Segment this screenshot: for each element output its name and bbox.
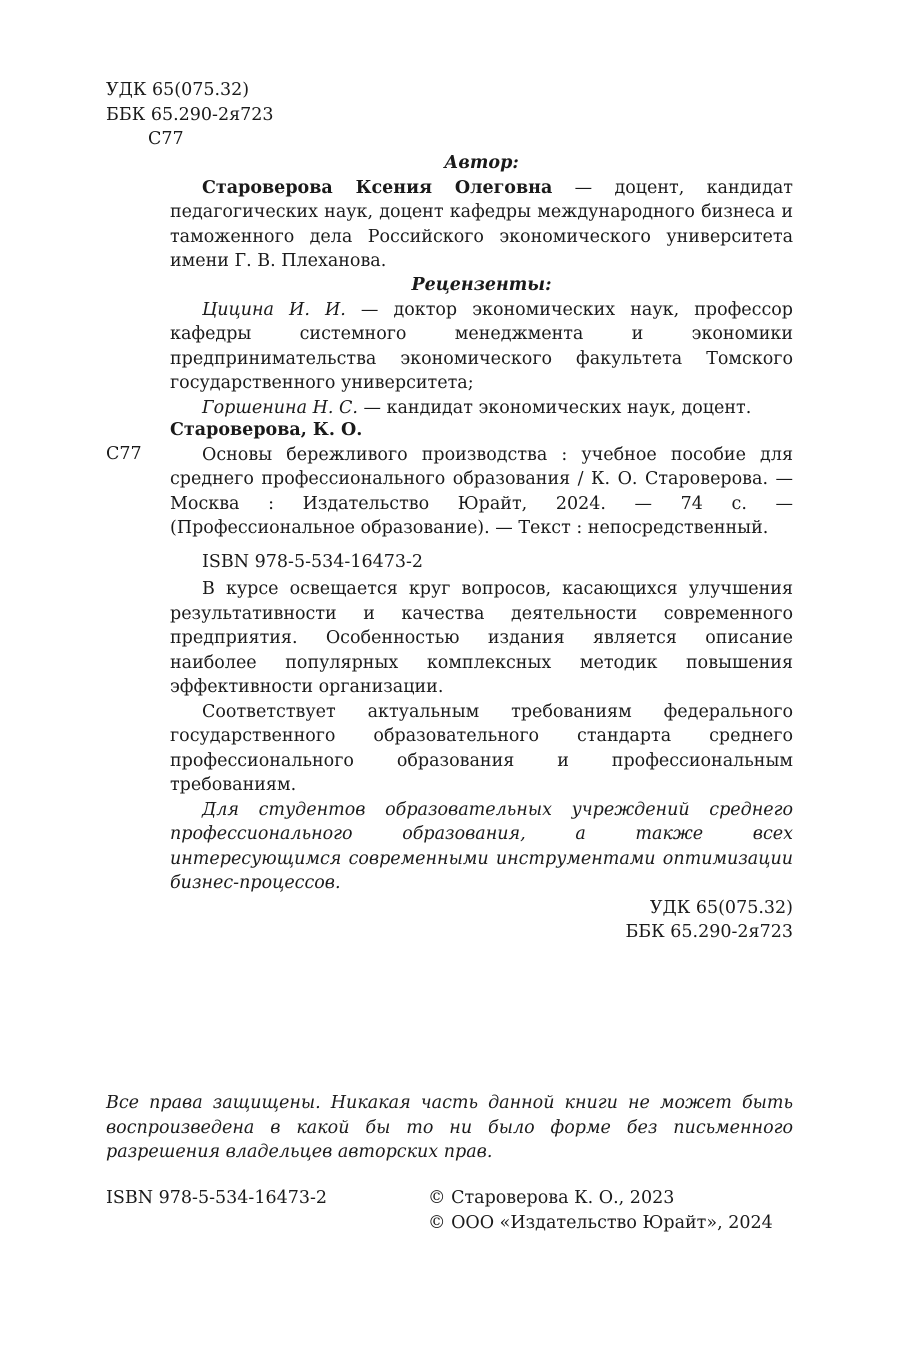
copyright-author: © Староверова К. О., 2023 bbox=[428, 1188, 675, 1208]
copyright-publisher: © ООО «Издательство Юрайт», 2024 bbox=[428, 1212, 773, 1233]
reviewer-2-name: Горшенина Н. С. bbox=[202, 397, 358, 418]
bibliographic-record bbox=[170, 418, 793, 574]
reviewer-2-description: — кандидат экономических наук, доцент. bbox=[357, 397, 752, 418]
reviewer-2 bbox=[170, 396, 793, 421]
udk-top: УДК 65(075.32) bbox=[106, 80, 250, 100]
annotation-audience: Для студентов образовательных учреждений среднего профессионального образования, а также всех интересующимся современными инструментами оптимизации бизнес-процессов. bbox=[170, 799, 793, 893]
author-heading: Автор: bbox=[444, 153, 519, 173]
author-name: Староверова Ксения Олеговна bbox=[202, 177, 553, 198]
reviewers-section bbox=[170, 273, 793, 420]
rights-notice: Все права защищены. Никакая часть данной книги не может быть воспроизведена в какой бы то ни было форме без письменного разрешения владельцев авторских прав. bbox=[106, 1093, 793, 1162]
footer-isbn: ISBN 978-5-534-16473-2 bbox=[106, 1188, 328, 1208]
annotation bbox=[170, 577, 793, 945]
udk-bottom: УДК 65(075.32) bbox=[649, 897, 793, 918]
bib-code: С77 bbox=[106, 444, 142, 464]
bbk-top: ББК 65.290-2я723 bbox=[106, 104, 274, 125]
reviewer-1 bbox=[170, 298, 793, 396]
bbk-bottom: ББК 65.290-2я723 bbox=[625, 922, 793, 942]
bib-description: Основы бережливого производства : учебное пособие для среднего профессионального образования / К. О. Староверова. — Москва : Издательство Юрайт, 2024. — 74 с. — (Профессиональное образование). — Текст : непосредственный. bbox=[170, 444, 793, 538]
author-description-line1: — доцент, кандидат bbox=[552, 177, 793, 198]
annotation-paragraph-2: Соответствует актуальным требованиям федерального государственного образовательного стандарта среднего профессионального образования и профессиональным требованиям. bbox=[170, 701, 793, 795]
author-description: педагогических наук, доцент кафедры международного бизнеса и таможенного дела Российского экономического университета имени Г. В. Плеханова. bbox=[170, 202, 793, 271]
reviewers-heading: Рецензенты: bbox=[411, 275, 552, 295]
bib-author-heading: Староверова, К. О. bbox=[170, 420, 363, 440]
annotation-paragraph-1: В курсе освещается круг вопросов, касающихся улучшения результативности и качества деятельности современного предприятия. Особенностью издания является описание наиболее популярных комплексных методик повышения эффективности организации. bbox=[170, 579, 793, 697]
copyright-block bbox=[428, 1186, 773, 1235]
reviewer-1-name: Цицина И. И. bbox=[202, 299, 346, 320]
author-paragraph bbox=[170, 176, 793, 274]
author-code-top: С77 bbox=[148, 129, 184, 149]
bib-isbn: ISBN 978-5-534-16473-2 bbox=[202, 551, 424, 572]
classification-block bbox=[106, 78, 274, 152]
reviewer-1-description: — доктор экономических наук, профессор кафедры системного менеджмента и экономики предпринимательства экономического факультета Томского государственного университета; bbox=[170, 299, 794, 393]
author-section bbox=[170, 151, 793, 274]
